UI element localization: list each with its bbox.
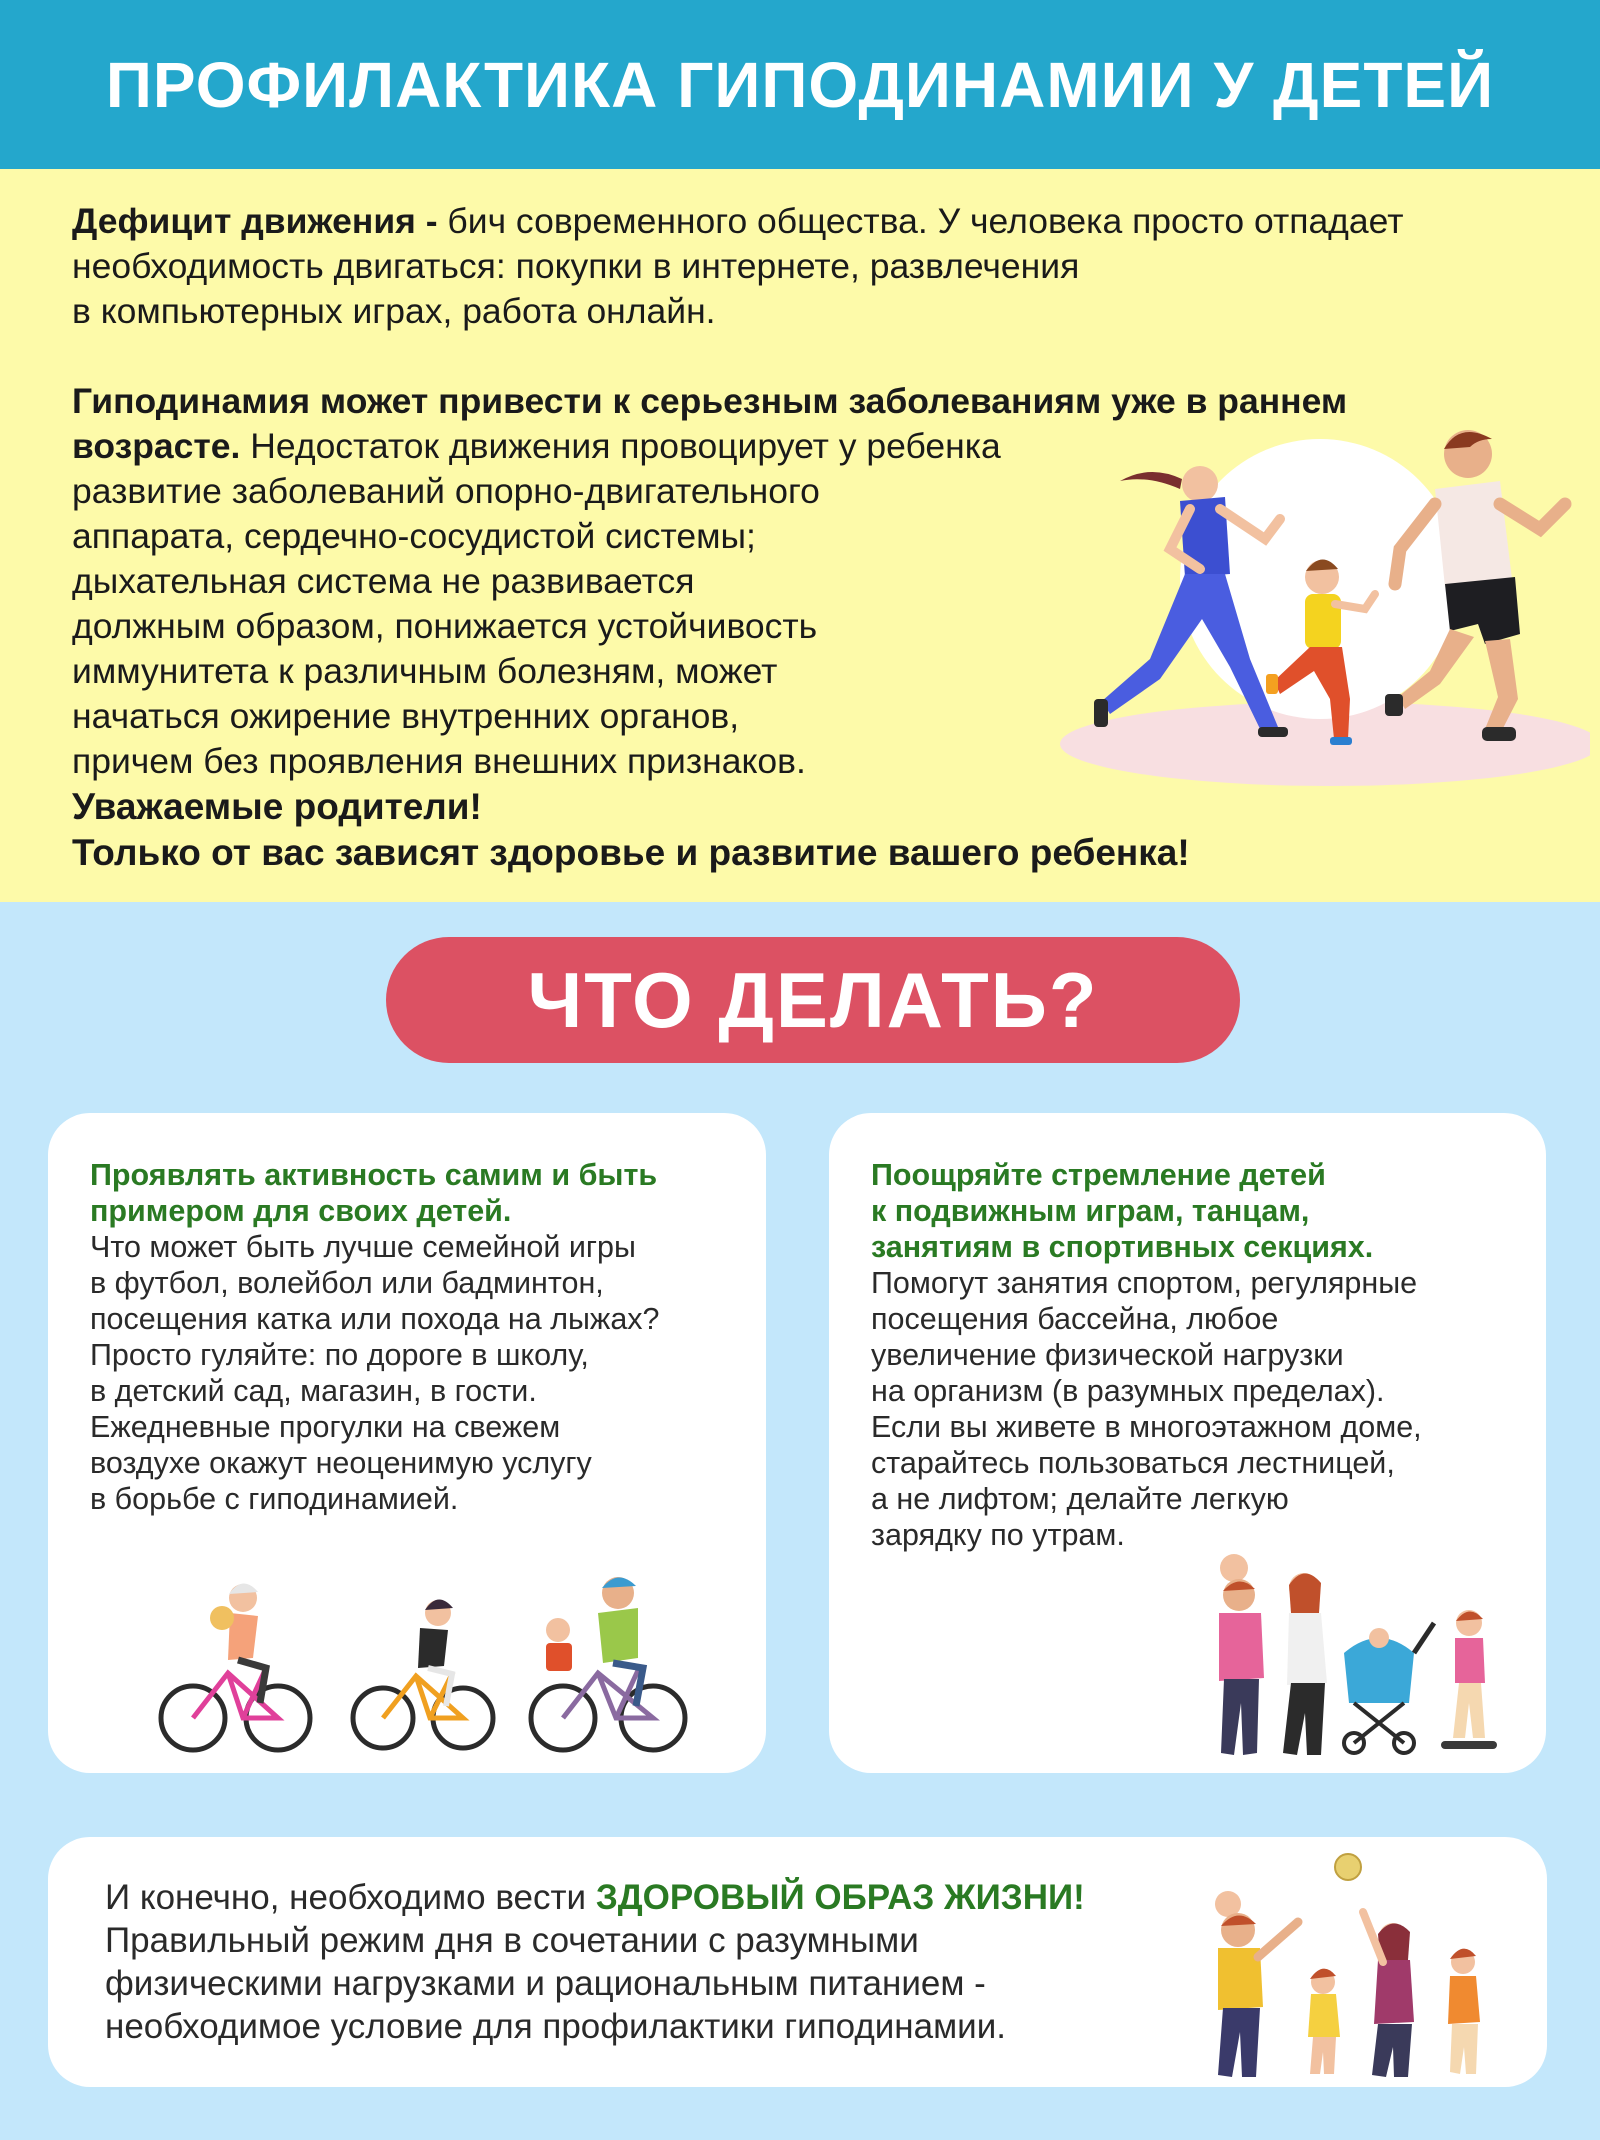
card1-line: воздухе окажут неоценимую услугу <box>90 1446 592 1480</box>
intro-p2-line: аппарата, сердечно-сосудистой системы; <box>72 516 756 556</box>
card2-line: Если вы живете в многоэтажном доме, <box>871 1410 1422 1444</box>
intro-p2-bold: Гиподинамия может привести к серьезным заболеваниям уже в раннем <box>72 381 1348 421</box>
mother-icon <box>1363 1912 1414 2077</box>
appeal-line: Только от вас зависят здоровье и развитие вашего ребенка! <box>72 832 1190 873</box>
intro-p2-bold: возрасте. <box>72 426 241 466</box>
intro-p1-line: бич современного общества. У человека просто отпадает <box>437 201 1404 241</box>
mother-icon <box>1283 1573 1327 1755</box>
child-skateboard-icon <box>1441 1610 1497 1749</box>
card1-line: Просто гуляйте: по дороге в школу, <box>90 1338 589 1372</box>
intro-p2-line: причем без проявления внешних признаков. <box>72 741 806 781</box>
card2-heading: к подвижным играм, танцам, <box>871 1194 1310 1228</box>
card1-heading: примером для своих детей. <box>90 1194 512 1228</box>
card1-line: Ежедневные прогулки на свежем <box>90 1410 561 1444</box>
card2-line: а не лифтом; делайте легкую <box>871 1482 1289 1516</box>
intro-p2-line: развитие заболеваний опорно-двигательного <box>72 471 820 511</box>
tip-card-activity-text <box>90 1157 660 1517</box>
intro-p2-line: иммунитета к различным болезням, может <box>72 651 778 691</box>
father-with-child-icon <box>1219 1554 1264 1755</box>
card3-line: необходимое условие для профилактики гиподинамии. <box>105 2007 1006 2046</box>
card2-line: старайтесь пользоваться лестницей, <box>871 1446 1395 1480</box>
card3-line: И конечно, необходимо вести <box>105 1878 596 1917</box>
healthy-lifestyle-card <box>48 1837 1547 2087</box>
card2-line: Помогут занятия спортом, регулярные <box>871 1266 1418 1300</box>
stroller-icon <box>1344 1623 1434 1753</box>
parents-appeal <box>72 784 1403 876</box>
family-running-illustration <box>1030 409 1590 789</box>
card2-line: увеличение физической нагрузки <box>871 1338 1344 1372</box>
appeal-line: Уважаемые родители! <box>72 786 482 827</box>
tip-card-activity <box>48 1113 766 1773</box>
card1-line: в борьбе с гиподинамией. <box>90 1482 459 1516</box>
intro-p2-line: дыхательная система не развивается <box>72 561 695 601</box>
what-to-do-label: ЧТО ДЕЛАТЬ? <box>527 955 1099 1044</box>
intro-p1-line: в компьютерных играх, работа онлайн. <box>72 291 716 331</box>
page-title: ПРОФИЛАКТИКА ГИПОДИНАМИИ У ДЕТЕЙ <box>105 48 1495 121</box>
bicycle-icon <box>161 1668 310 1750</box>
intro-p1-bold: Дефицит движения - <box>72 201 438 241</box>
card1-line: Что может быть лучше семейной игры <box>90 1230 636 1264</box>
card1-line: в футбол, волейбол или бадминтон, <box>90 1266 604 1300</box>
family-ball-game-illustration <box>1168 1842 1508 2082</box>
ball-icon <box>1335 1854 1361 1880</box>
intro-p1-line: необходимость двигаться: покупки в интернете, развлечения <box>72 246 1080 286</box>
intro-section <box>0 169 1600 902</box>
card1-line: в детский сад, магазин, в гости. <box>90 1374 537 1408</box>
healthy-lifestyle-text <box>105 1876 1085 2048</box>
tip-card-encourage-text <box>871 1157 1422 1553</box>
family-cycling-illustration <box>148 1568 708 1758</box>
intro-paragraph-1 <box>72 199 1403 334</box>
family-walking-illustration <box>1179 1543 1519 1768</box>
card2-line: посещения бассейна, любое <box>871 1302 1279 1336</box>
bicycle-icon <box>353 1672 493 1748</box>
card3-line: физическими нагрузками и рациональным питанием - <box>105 1964 986 2003</box>
card2-heading: Поощряйте стремление детей <box>871 1158 1326 1192</box>
card1-heading: Проявлять активность самим и быть <box>90 1158 658 1192</box>
what-to-do-banner <box>386 937 1240 1063</box>
tip-card-encourage <box>829 1113 1546 1773</box>
intro-p2-line: Недостаток движения провоцирует у ребенка <box>240 426 1001 466</box>
healthy-lifestyle-highlight: ЗДОРОВЫЙ ОБРАЗ ЖИЗНИ! <box>595 1878 1085 1917</box>
intro-p2-line: начаться ожирение внутренних органов, <box>72 696 740 736</box>
card2-line: зарядку по утрам. <box>871 1518 1125 1552</box>
teen-icon <box>1448 1949 1480 2074</box>
card2-heading: занятиям в спортивных секциях. <box>871 1230 1374 1264</box>
child-icon <box>1308 1969 1340 2074</box>
page-header <box>0 0 1600 169</box>
card1-line: посещения катка или похода на лыжах? <box>90 1302 660 1336</box>
bicycle-icon <box>531 1666 685 1750</box>
father-with-child-icon <box>1215 1891 1298 2077</box>
card2-line: на организм (в разумных пределах). <box>871 1374 1385 1408</box>
intro-p2-line: должным образом, понижается устойчивость <box>72 606 818 646</box>
card3-line: Правильный режим дня в сочетании с разумными <box>105 1921 919 1960</box>
